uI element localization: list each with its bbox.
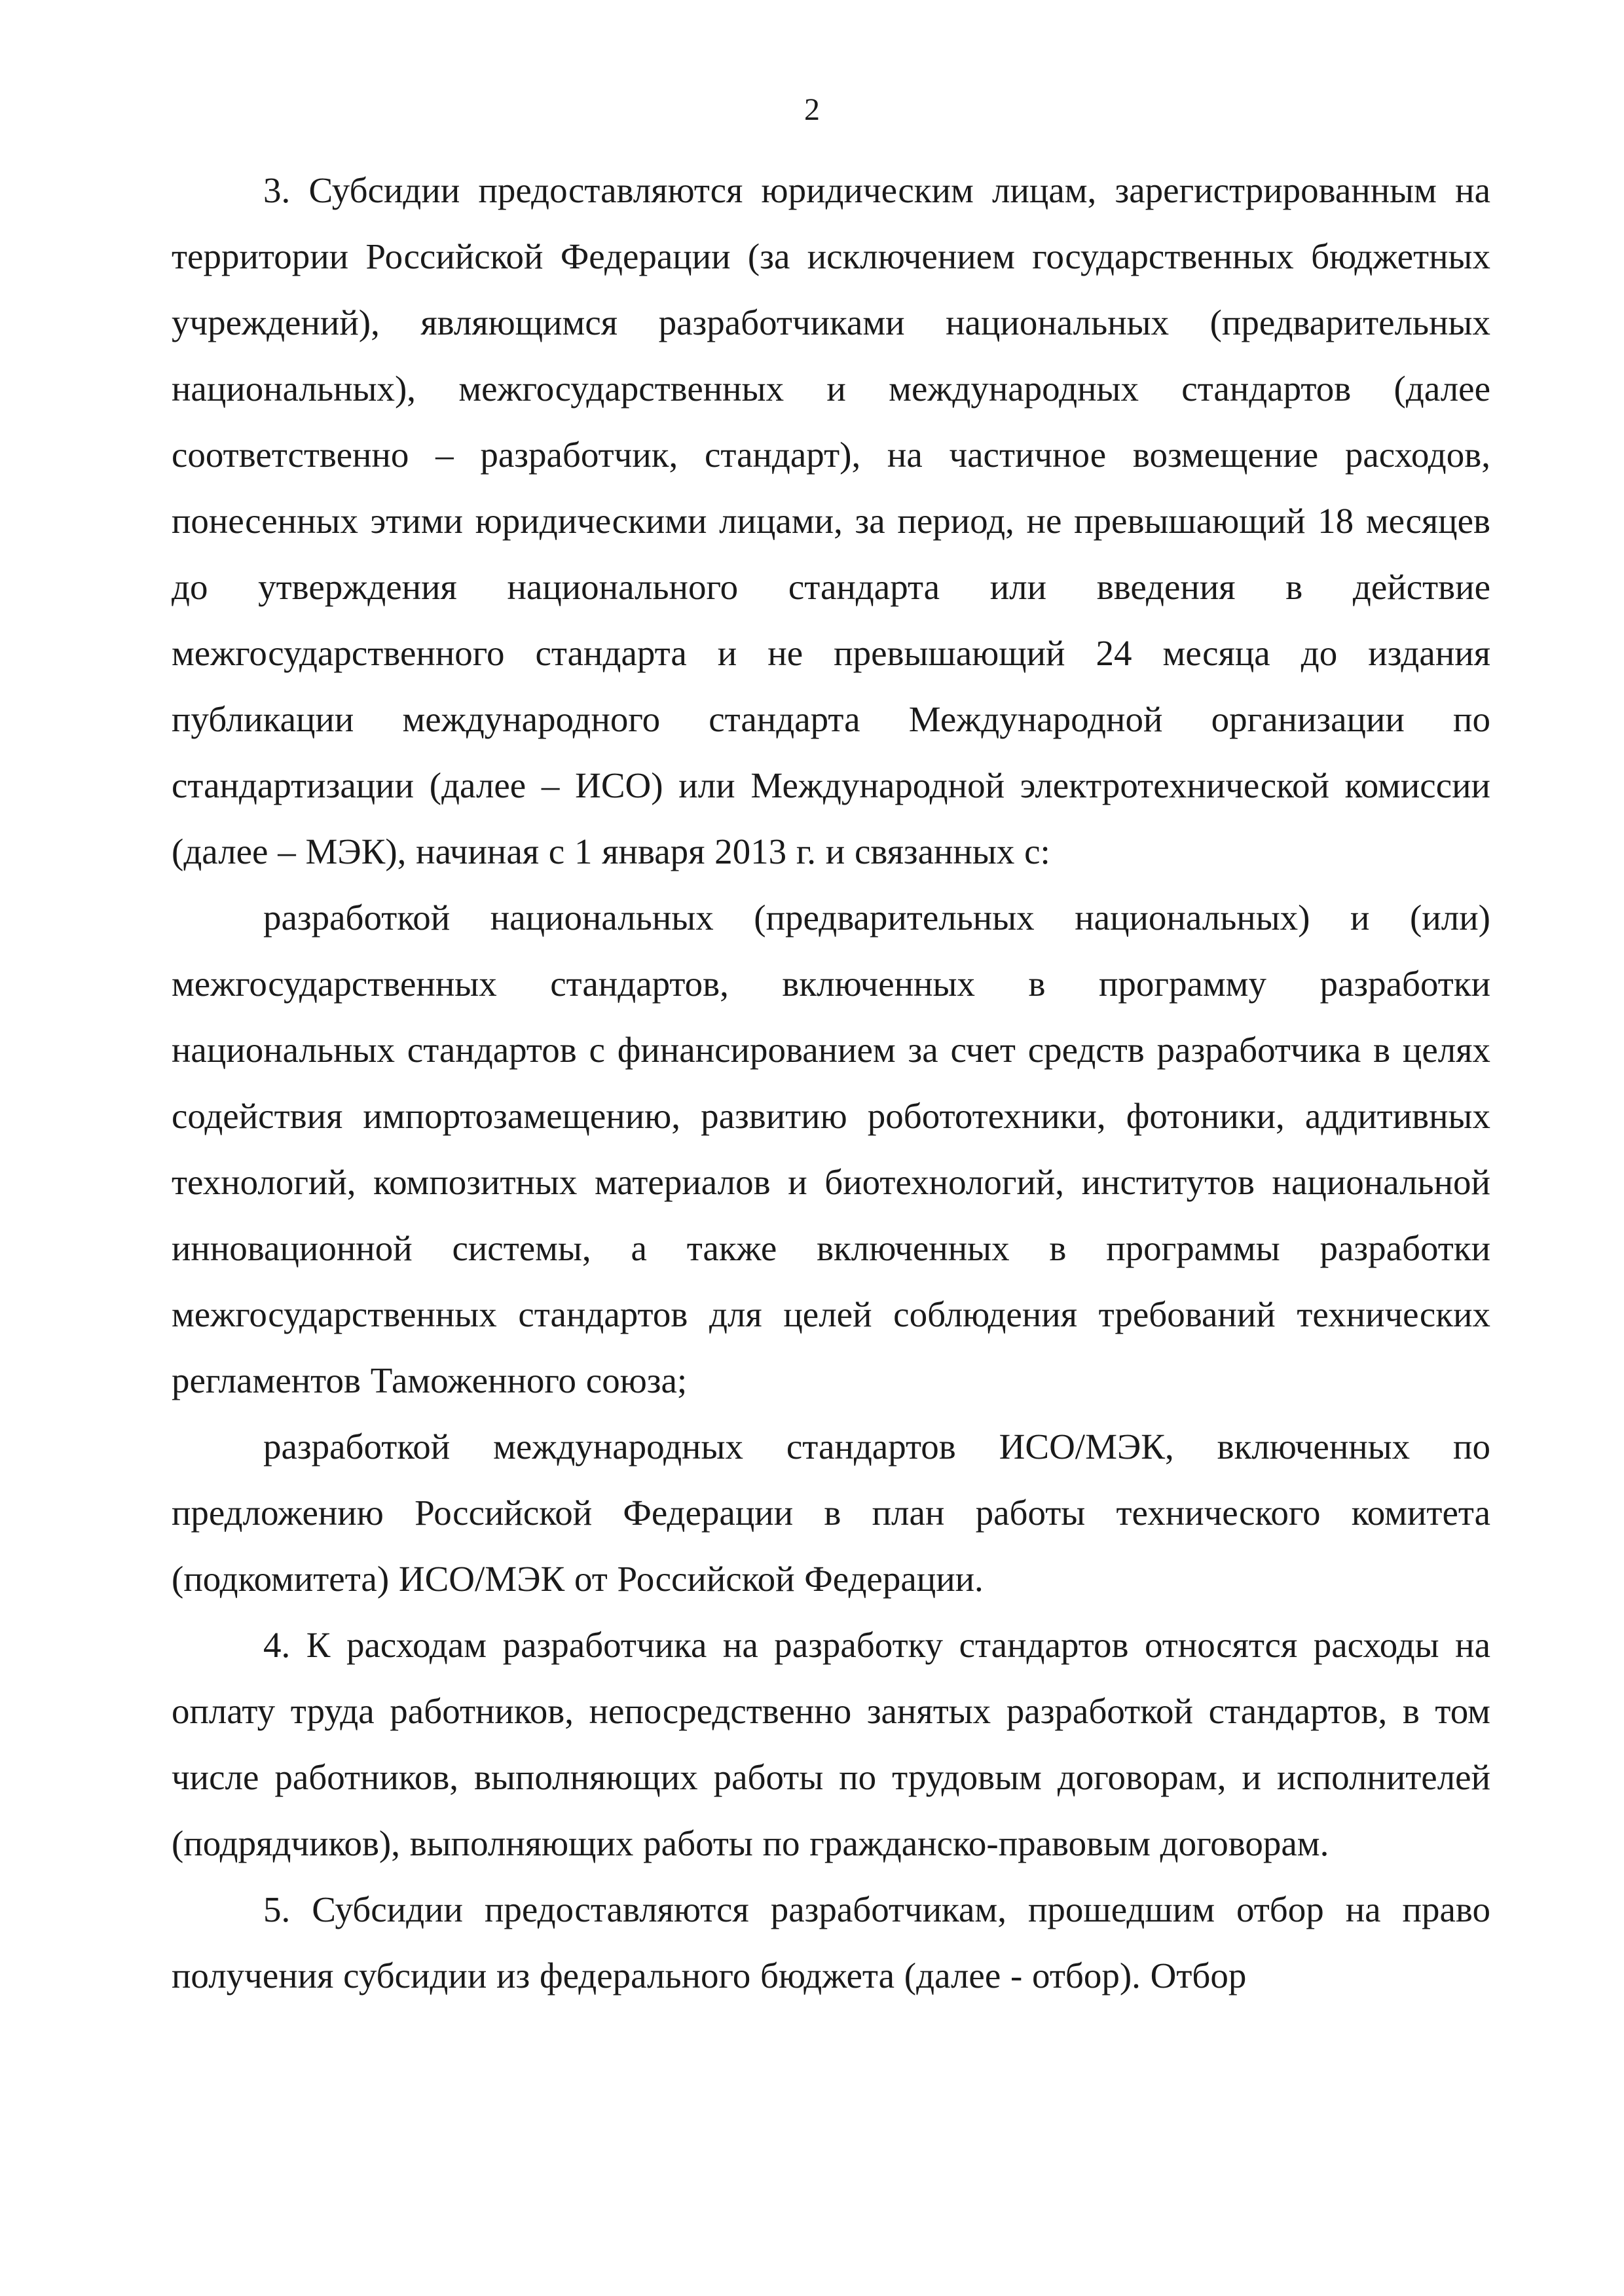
paragraph-national-standards: разработкой национальных (предварительных национальных) и (или) межгосударственных стандартов, включенных в программу разработки национальных стандартов с финансированием за счет средств разработчика в целях содействия импортозамещению, развитию робототехники, фотоники, аддитивных технологий, композитных материалов и биотехнологий, институтов национальной инновационной системы, а также включенных в программы разработки межгосударственных стандартов для целей соблюдения требований технических регламентов Таможенного союза;	[172, 898, 1490, 1400]
paragraph-3: 3. Субсидии предоставляются юридическим лицам, зарегистрированным на территории Российской Федерации (за исключением государственных бюджетных учреждений), являющимся разработчиками национальных (предварительных национальных), межгосударственных и международных стандартов (далее соответственно – разработчик, стандарт), на частичное возмещение расходов, понесенных этими юридическими лицами, за период, не превышающий 18 месяцев до утверждения национального стандарта или введения в действие межгосударственного стандарта и не превышающий 24 месяца до издания публикации международного стандарта Международной организации по стандартизации (далее – ИСО) или Международной электротехнической комиссии (далее – МЭК), начиная с 1 января 2013 г. и связанных с:	[172, 170, 1490, 871]
page-number: 2	[804, 92, 820, 127]
document-body	[172, 157, 1490, 2009]
paragraph-international-standards: разработкой международных стандартов ИСО/МЭК, включенных по предложению Российской Федерации в план работы технического комитета (подкомитета) ИСО/МЭК от Российской Федерации.	[172, 1427, 1490, 1599]
paragraph-5: 5. Субсидии предоставляются разработчикам, прошедшим отбор на право получения субсидии из федерального бюджета (далее - отбор). Отбор	[172, 1889, 1490, 1995]
paragraph-4: 4. К расходам разработчика на разработку стандартов относятся расходы на оплату труда работников, непосредственно занятых разработкой стандартов, в том числе работников, выполняющих работы по трудовым договорам, и исполнителей (подрядчиков), выполняющих работы по гражданско-правовым договорам.	[172, 1625, 1490, 1863]
